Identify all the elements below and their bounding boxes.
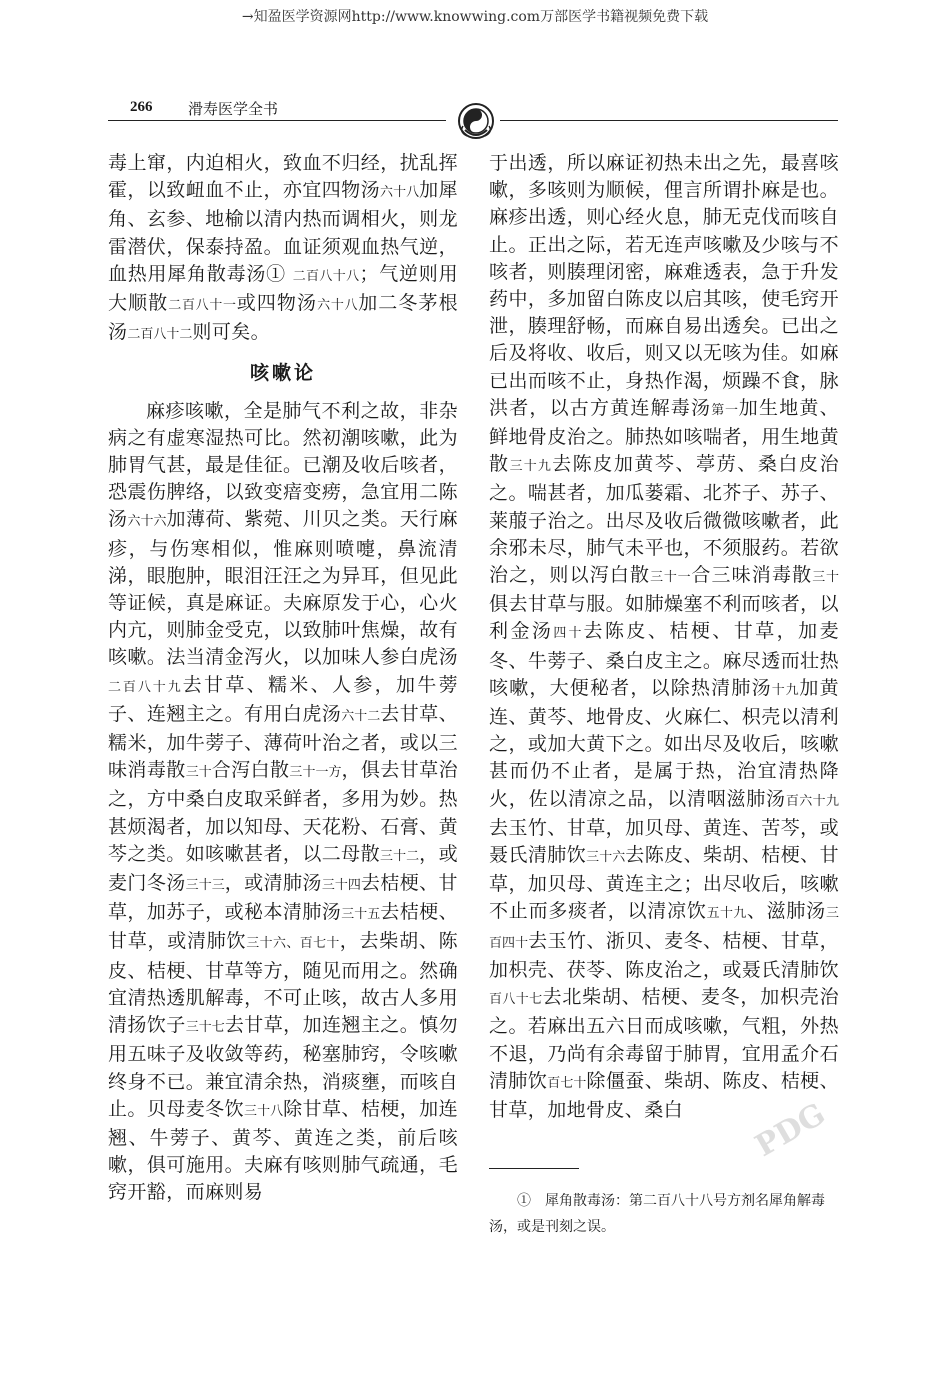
section-title: 咳嗽论 xyxy=(249,362,316,385)
yin-yang-emblem-icon xyxy=(455,100,497,142)
right-paragraph-1: 于出透，所以麻证初热未出之先，最喜咳嗽，多咳则为顺候，俚言所谓扑麻是也。麻疹出透，则心经火息，肺无克伐而咳自止。正出之际，若无连声咳嗽及少咳与不咳者，则腠理闭密，麻难透表，急于升发药中，多加留白陈皮以启其咳，使毛窍开泄，腠理舒畅，而麻自易出透矣。已出之后及将收、收后，则又以无咳为佳。如麻已出而咳不止，身热作渴，烦躁不食，脉洪者，以古方黄连解毒汤第一加生地黄、鲜地骨皮治之。肺热如咳喘者，用生地黄散三十九去陈皮加黄芩、葶苈、桑白皮治之。喘甚者，加瓜蒌霜、北芥子、苏子、莱菔子治之。出尽及收后微微咳嗽者，此余邪未尽，肺气未平也，不须服药。若欲治之，则以泻白散三十一合三味消毒散三十俱去甘草与服。如肺燥塞不利而咳者，以利金汤四十去陈皮、桔梗、甘草，加麦冬、牛蒡子、桑白皮主之。麻尽透而壮热咳嗽，大便秘者，以除热清肺汤十九加黄连、黄芩、地骨皮、火麻仁、枳壳以清利之，或加大黄下之。如出尽及收后，咳嗽甚而仍不止者，是属于热，治宜清热降火，佐以清凉之品，以清咽滋肺汤百六十九去玉竹、甘草，加贝母、黄连、苦芩，或聂氏清肺饮三十六去陈皮、柴胡、桔梗、甘草，加贝母、黄连主之；出尽收后，咳嗽不止而多痰者，以清凉饮五十九、滋肺汤三百四十去玉竹、浙贝、麦冬、桔梗、甘草，加枳壳、茯苓、陈皮治之，或聂氏清肺饮百八十七去北柴胡、桔梗、麦冬，加枳壳治之。若麻出五六日而成咳嗽，气粗，外热不退，乃尚有余毒留于肺胃，宜用孟介石清肺饮百七十除僵蚕、柴胡、陈皮、桔梗、甘草，加地骨皮、桑白 xyxy=(489,152,839,1121)
pdg-watermark: PDG xyxy=(749,1096,832,1165)
footnote: ① 犀角散毒汤：第二百八十八号方剂名犀角解毒汤，或是刊刻之误。 xyxy=(489,1193,825,1235)
page-header xyxy=(108,96,838,128)
source-banner: →知盈医学资源网http://www.knowwing.com万部医学书籍视频免费下载 xyxy=(241,9,709,25)
book-title: 滑寿医学全书 xyxy=(188,100,279,118)
header-rule-left xyxy=(108,120,446,121)
left-paragraph-2: 麻疹咳嗽，全是肺气不利之故，非杂病之有虚寒湿热可比。然初潮咳嗽，此为肺胃气甚，最是佳征。已潮及收后咳者，恐震伤脾络，以致变瘖变痨，急宜用二陈汤六十六加薄荷、紫菀、川贝之类。天行麻疹，与伤寒相似，惟麻则喷嚏，鼻流清涕，眼胞肿，眼泪汪汪之为异耳，但见此等证候，真是麻证。夫麻原发于心，心火内亢，则肺金受克，以致肺叶焦燥，故有咳嗽。法当清金泻火，以加味人参白虎汤二百八十九去甘草、糯米、人参，加牛蒡子、连翘主之。有用白虎汤六十二去甘草、糯米，加牛蒡子、薄荷叶治之者，或以三味消毒散三十合泻白散三十一方，俱去甘草治之，方中桑白皮取采鲜者，多用为妙。热甚烦渴者，加以知母、天花粉、石膏、黄芩之类。如咳嗽甚者，以二母散三十二，或麦门冬汤三十三，或清肺汤三十四去桔梗、甘草，加苏子，或秘本清肺汤三十五去桔梗、甘草，或清肺饮三十六、百七十，去柴胡、陈皮、桔梗、甘草等方，随见而用之。然确宜清热透肌解毒，不可止咳，故古人多用清扬饮子三十七去甘草，加连翘主之。慎勿用五味子及收敛等药，秘塞肺窍，令咳嗽终身不已。兼宜清余热，消痰壅，而咳自止。贝母麦冬饮三十八除甘草、桔梗，加连翘、牛蒡子、黄芩、黄连之类，前后咳嗽，俱可施用。夫麻有咳则肺气疏通，毛窍开豁，而麻则易 xyxy=(108,399,458,1204)
header-rule-right xyxy=(500,120,838,121)
right-column xyxy=(489,150,839,1124)
left-paragraph-1: 毒上窜，内迫相火，致血不归经，扰乱挥霍，以致衄血不止，亦宜四物汤六十八加犀角、玄参、地榆以清内热而调相火，则龙雷潜伏，保泰持盈。血证须观血热气逆，血热用犀角散毒汤① 二百八十八；气逆则用大顺散二百八十一或四物汤六十八加二冬茅根汤二百八十二则可矣。 xyxy=(108,152,458,344)
page-number: 266 xyxy=(130,99,153,115)
footnote-rule xyxy=(489,1168,579,1169)
left-column xyxy=(108,150,458,1207)
